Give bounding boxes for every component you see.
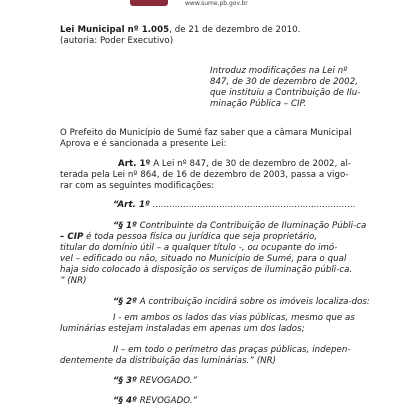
par1-line: ” (NR) [60, 276, 87, 286]
par3-line: “§ 3º REVOGADO.” [113, 376, 197, 386]
municipal-logo [130, 0, 168, 6]
par2-line: “§ 2º A contribuição incidirá sobre os imóveis localiza-dos: [113, 297, 370, 307]
par3-label: “§ 3º [113, 376, 137, 386]
quoted-art1-label: “Art. 1º [113, 200, 150, 210]
art1-line: rar com as seguintes modificações: [60, 181, 215, 191]
ementa-line: Introduz modificações na Lei nº [210, 66, 348, 76]
par1-line: titular do domínio útil – a qualquer título -, ou ocupante do imó- [60, 243, 338, 253]
par1-line: haja sido colocado à disposição os serviços de iluminação públi-ca. [60, 265, 353, 275]
art1-line: terada pela Lei nº 864, de 16 de dezembro de 2003, passa a vigo- [60, 170, 349, 180]
art1-label: Art. 1º [118, 159, 151, 169]
ementa-line: 847, de 30 de dezembro de 2002, [210, 77, 358, 87]
par2-item: I - em ambos os lados das vias públicas, mesmo que as [113, 313, 355, 323]
site-url: www.sume.pb.gov.br [185, 0, 248, 7]
par1-line: – CIP é toda pessoa física ou jurídica que seja proprietário, [60, 232, 318, 242]
art1-line: Art. 1º A Lei nº 847, de 30 de dezembro de 2002, al- [118, 159, 352, 169]
par2-item: II – em todo o perímetro das praças públicas, indepen- [113, 345, 351, 355]
quoted-art1: “Art. 1º ......................................................................... [113, 200, 356, 210]
ementa-line: minação Pública – CIP. [210, 99, 307, 109]
par2-label: “§ 2º [113, 297, 137, 307]
par4-label: “§ 4º [113, 396, 137, 406]
par2-item: luminárias estejam instaladas em apenas um dos lados; [60, 324, 305, 334]
par1-line: “§ 1º Contribuinte da Contribuição de Iluminação Públi-ca [113, 221, 367, 231]
law-date: , de 21 de dezembro de 2010. [169, 25, 301, 35]
law-authorship: (autoria: Poder Executivo) [60, 36, 174, 46]
par1-line: vel – edificado ou não, situado no Município de Sumé, para o qual [60, 254, 347, 264]
law-number: Lei Municipal nº 1.005 [60, 25, 170, 35]
preamble-line: O Prefeito do Município de Sumé faz saber que a câmara Municipal [60, 128, 352, 138]
preamble-line: Aprova e é sancionada a presente Lei: [60, 139, 227, 149]
par4-line: “§ 4º REVOGADO.” [113, 396, 197, 406]
par2-item: dentemente da distribuição das luminárias.” (NR) [60, 356, 276, 366]
ementa-line: que instituiu a Contribuição de Ilu- [210, 88, 361, 98]
par1-label: “§ 1º [113, 221, 137, 231]
law-title [60, 25, 300, 36]
